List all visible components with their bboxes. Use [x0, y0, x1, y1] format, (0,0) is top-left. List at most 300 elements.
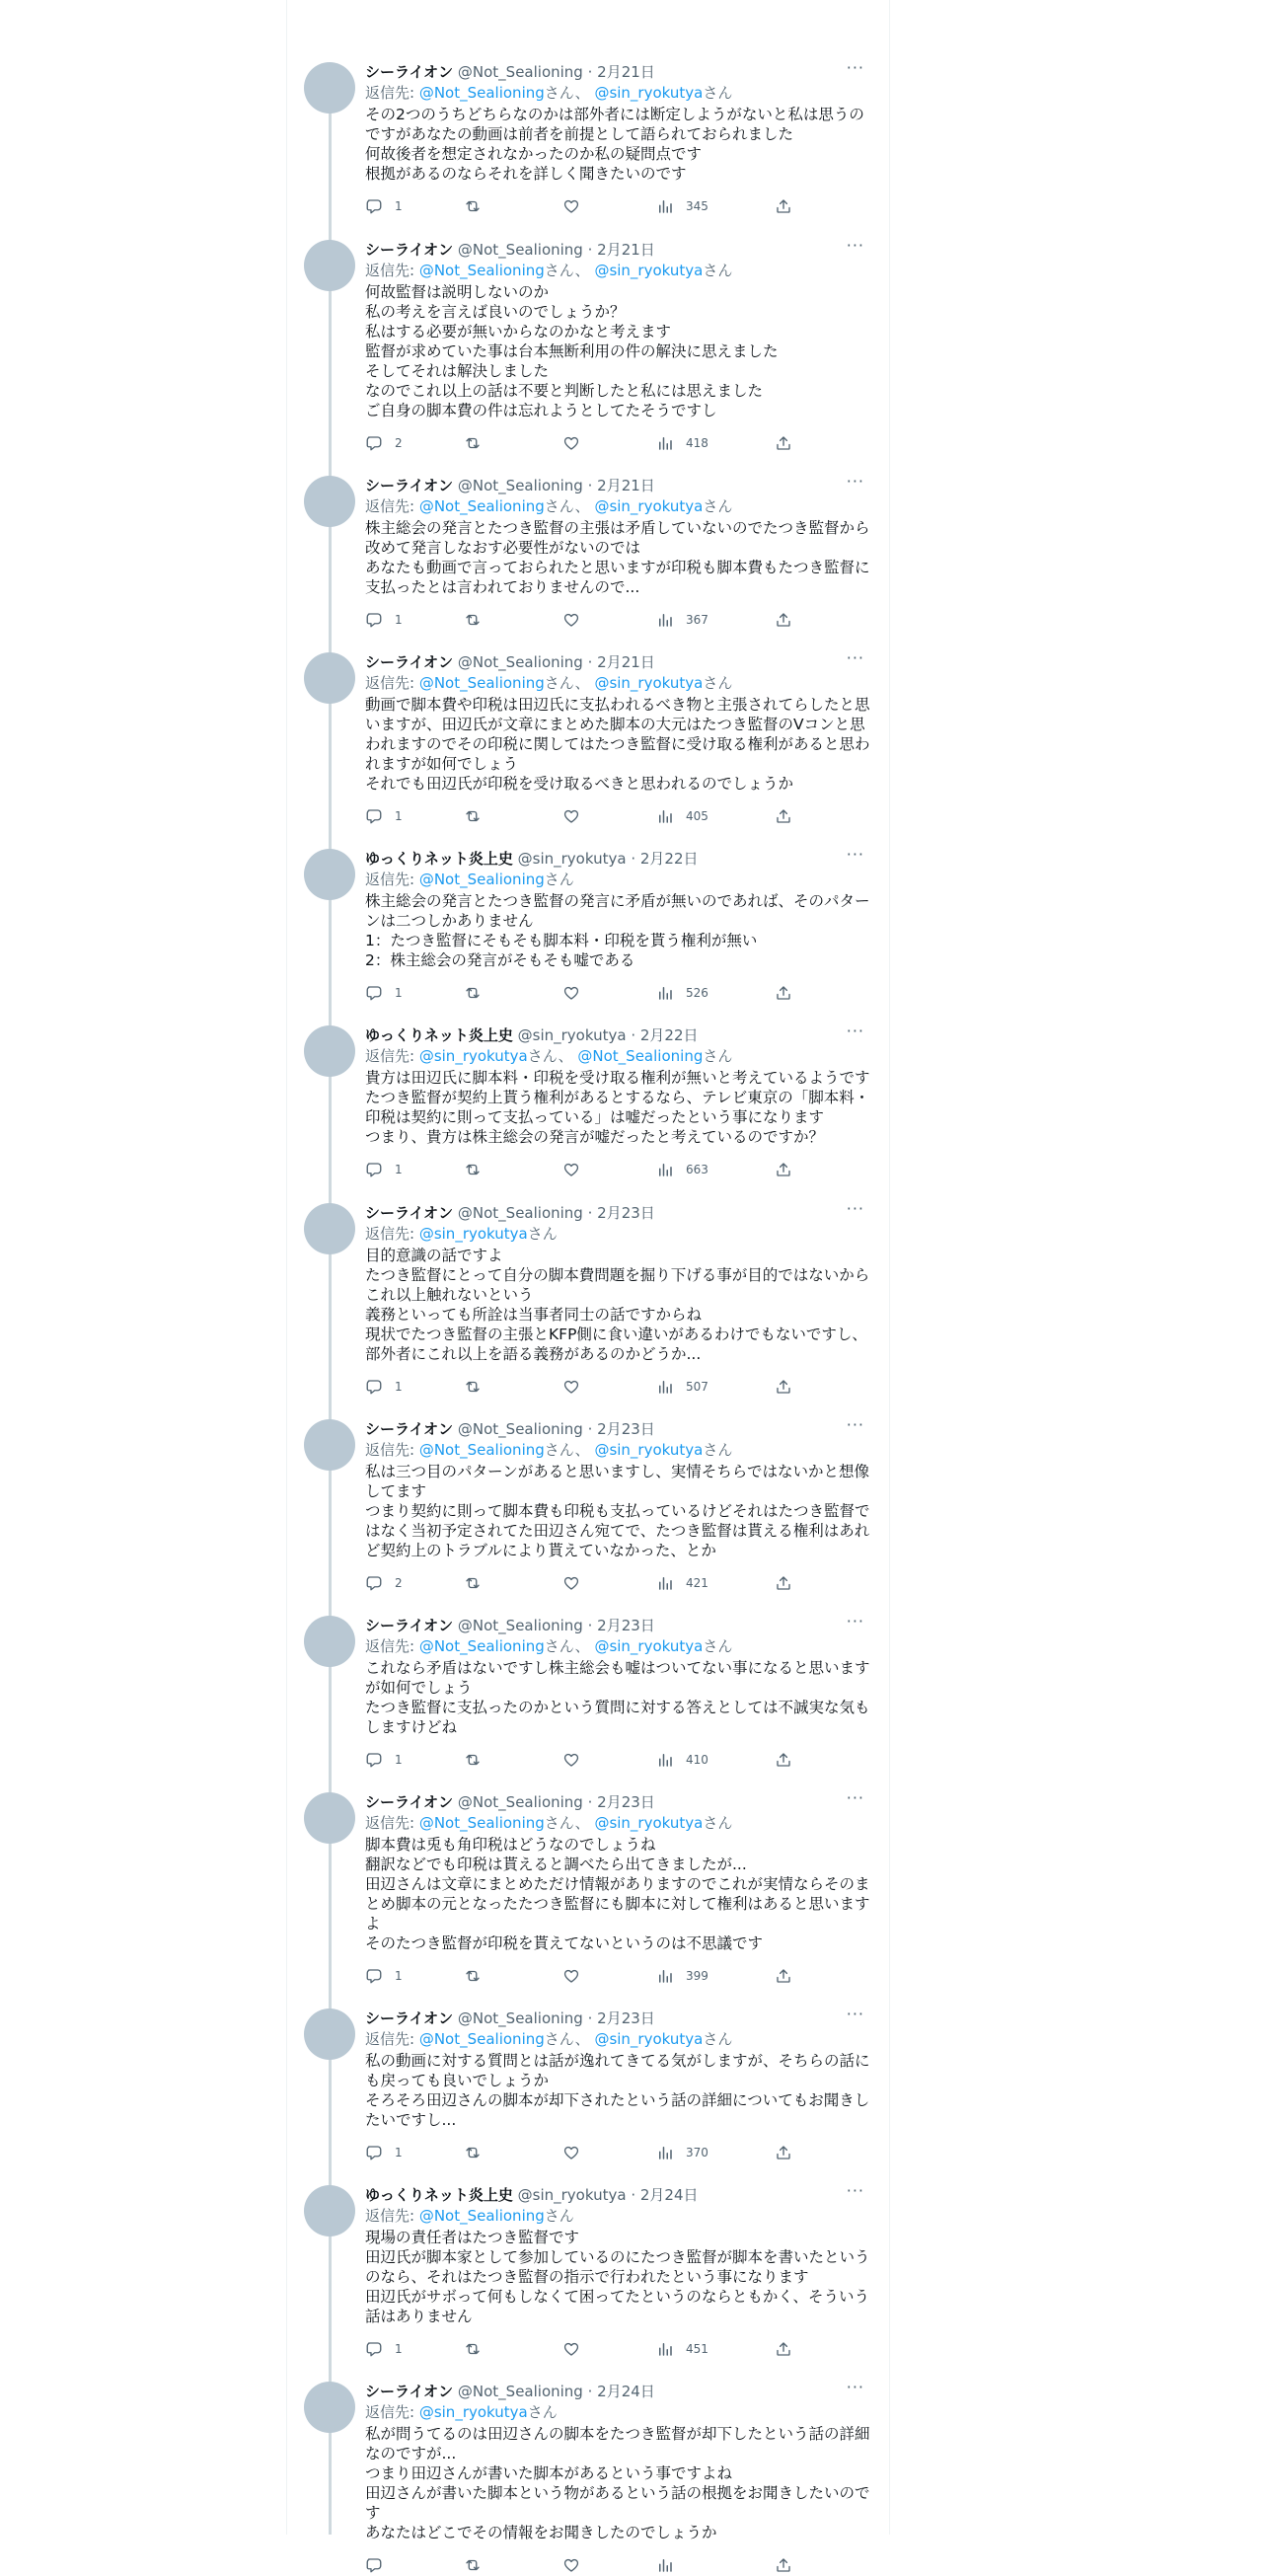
reply-icon [365, 2556, 383, 2574]
share-button[interactable] [775, 805, 792, 827]
tweet-header [365, 1792, 870, 1812]
avatar[interactable] [304, 1616, 355, 1667]
share-button[interactable] [775, 2338, 792, 2360]
mention-link[interactable]: @Not_Sealioning [577, 1047, 704, 1065]
heart-icon [562, 1161, 580, 1178]
share-button[interactable] [775, 1159, 792, 1180]
heart-icon [562, 807, 580, 825]
tweet-actions [365, 1572, 870, 1594]
tweet-body [365, 236, 870, 454]
views-button[interactable] [656, 609, 708, 631]
share-button[interactable] [775, 1376, 792, 1398]
mention-link[interactable]: @sin_ryokutya [594, 1441, 704, 1459]
author-name[interactable]: シーライオン [365, 477, 454, 494]
reply-count: 1 [395, 1380, 403, 1394]
separator-dot: · [587, 653, 593, 671]
heart-icon [562, 1967, 580, 1985]
share-icon [775, 197, 792, 215]
retweet-icon [464, 1161, 482, 1178]
retweet-icon [464, 197, 482, 215]
share-icon [775, 1751, 792, 1769]
retweet-button[interactable] [464, 1749, 482, 1771]
views-button[interactable] [656, 2554, 686, 2576]
tweet-date[interactable]: 2月23日 [597, 1793, 655, 1811]
avatar[interactable] [304, 1203, 355, 1254]
honorific: さん [703, 1814, 733, 1832]
honorific: さん [703, 1047, 733, 1065]
heart-icon [562, 2340, 580, 2358]
reply-count: 1 [395, 613, 403, 627]
reply-count: 1 [395, 2146, 403, 2159]
tweet-actions [365, 432, 870, 454]
reply-button[interactable] [365, 195, 403, 217]
tweet-date[interactable]: 2月21日 [597, 241, 655, 259]
reply-to-line [365, 260, 870, 281]
share-icon [775, 611, 792, 629]
share-icon [775, 434, 792, 452]
share-button[interactable] [775, 609, 792, 631]
share-button[interactable] [775, 195, 792, 217]
honorific: さん [703, 2030, 733, 2048]
more-options-icon[interactable]: ··· [846, 2181, 864, 2200]
reply-icon [365, 434, 383, 452]
mention-link[interactable]: @sin_ryokutya [594, 262, 704, 279]
share-button[interactable] [775, 432, 792, 454]
mention-link[interactable]: @sin_ryokutya [594, 84, 704, 102]
author-handle[interactable]: @sin_ryokutya [517, 1026, 627, 1044]
views-button[interactable] [656, 2142, 708, 2163]
reply-button[interactable] [365, 805, 403, 827]
tweet-header [365, 2382, 870, 2401]
tweet-date[interactable]: 2月21日 [597, 63, 655, 81]
retweet-button[interactable] [464, 1376, 482, 1398]
author-handle[interactable]: @Not_Sealioning [457, 63, 583, 81]
reply-to-label: 返信先: [365, 2030, 419, 2048]
retweet-icon [464, 2556, 482, 2574]
reply-to-line [365, 1045, 870, 1067]
author-name[interactable]: シーライオン [365, 1420, 454, 1438]
view-count: 405 [686, 809, 708, 823]
like-button[interactable] [562, 2142, 580, 2163]
view-count: 345 [686, 199, 708, 213]
reply-count: 1 [395, 199, 403, 213]
mention-link[interactable]: @Not_Sealioning [418, 262, 545, 279]
share-icon [775, 1378, 792, 1396]
more-options-icon[interactable]: ··· [846, 472, 864, 491]
tweet-header [365, 62, 870, 82]
avatar[interactable] [304, 240, 355, 291]
author-handle[interactable]: @sin_ryokutya [517, 2186, 627, 2204]
tweet-text: 私が問うてるのは田辺さんの脚本をたつき監督が却下したという話の詳細なのですが... つまり田辺さんが書いた脚本があるという事ですよね 田辺さんが書いた脚本という物があるという話の根拠をお聞きしたいのです あなたはどこでその情報をお聞きしたのでしょうか [365, 2425, 870, 2541]
more-options-icon[interactable]: ··· [846, 2378, 864, 2396]
mention-link[interactable]: @Not_Sealioning [418, 497, 545, 515]
separator-dot: · [587, 241, 593, 259]
like-button[interactable] [562, 982, 580, 1004]
author-handle[interactable]: @Not_Sealioning [457, 1204, 583, 1222]
retweet-button[interactable] [464, 2338, 482, 2360]
reply-count: 2 [395, 1576, 403, 1590]
mention-link[interactable]: @sin_ryokutya [418, 1225, 528, 1243]
tweet-date[interactable]: 2月22日 [639, 850, 699, 868]
tweet-text: 私の動画に対する質問とは話が逸れてきてる気がしますが、そちらの話にも戻っても良いでしょうか そろそろ田辺さんの脚本が却下されたという話の詳細についてもお聞きしたいですし... [365, 2052, 870, 2129]
reply-button[interactable] [365, 2142, 403, 2163]
author-handle[interactable]: @Not_Sealioning [457, 1617, 583, 1634]
reply-icon [365, 807, 383, 825]
like-button[interactable] [562, 609, 580, 631]
mention-link[interactable]: @Not_Sealioning [418, 871, 545, 888]
reply-to-label: 返信先: [365, 497, 419, 515]
reply-icon [365, 1751, 383, 1769]
author-name[interactable]: シーライオン [365, 2009, 454, 2027]
reply-to-label: 返信先: [365, 1637, 419, 1655]
mention-link[interactable]: @sin_ryokutya [594, 2030, 704, 2048]
author-name[interactable]: シーライオン [365, 653, 454, 671]
retweet-icon [464, 1751, 482, 1769]
retweet-button[interactable] [464, 2142, 482, 2163]
heart-icon [562, 2556, 580, 2574]
honorific: さん [527, 1225, 558, 1243]
reply-to-label: 返信先: [365, 1814, 419, 1832]
reply-to-line [365, 2401, 870, 2423]
tweet-date[interactable]: 2月23日 [597, 2009, 655, 2027]
share-icon [775, 2340, 792, 2358]
separator-dot: · [587, 1793, 593, 1811]
tweet-header [365, 476, 870, 495]
view-count: 399 [686, 1969, 708, 1983]
mention-link[interactable]: @sin_ryokutya [594, 674, 704, 692]
honorific: さん [703, 84, 733, 102]
mention-link[interactable]: @sin_ryokutya [594, 497, 704, 515]
reply-icon [365, 1967, 383, 1985]
avatar[interactable] [304, 2185, 355, 2236]
author-handle[interactable]: @sin_ryokutya [517, 850, 627, 868]
views-button[interactable] [656, 1749, 708, 1771]
tweet-actions [365, 2554, 870, 2576]
author-name[interactable]: シーライオン [365, 1204, 454, 1222]
view-count: 418 [686, 436, 708, 450]
share-icon [775, 2144, 792, 2161]
reply-button[interactable] [365, 2338, 403, 2360]
mention-link[interactable]: @Not_Sealioning [418, 1814, 545, 1832]
like-button[interactable] [562, 2338, 580, 2360]
separator-dot: · [631, 850, 636, 868]
avatar[interactable] [304, 1025, 355, 1077]
views-chart-icon [656, 807, 674, 825]
author-name[interactable]: シーライオン [365, 1793, 454, 1811]
honorific: さん [703, 262, 733, 279]
retweet-button[interactable] [464, 609, 482, 631]
mention-link[interactable]: @sin_ryokutya [594, 1814, 704, 1832]
tweet-date[interactable]: 2月23日 [597, 1204, 655, 1222]
reply-icon [365, 611, 383, 629]
views-button[interactable] [656, 2338, 708, 2360]
mention-link[interactable]: @Not_Sealioning [418, 1441, 545, 1459]
reply-button[interactable] [365, 1965, 403, 1987]
author-handle[interactable]: @Not_Sealioning [457, 2383, 583, 2400]
honorific: さん、 [544, 674, 595, 692]
retweet-icon [464, 1378, 482, 1396]
avatar[interactable] [304, 2382, 355, 2433]
views-button[interactable] [656, 1376, 708, 1398]
separator-dot: · [587, 2383, 593, 2400]
tweet-header [365, 1419, 870, 1439]
avatar[interactable] [304, 849, 355, 900]
reply-to-label: 返信先: [365, 871, 419, 888]
like-button[interactable] [562, 805, 580, 827]
separator-dot: · [587, 1617, 593, 1634]
share-button[interactable] [775, 2554, 792, 2576]
retweet-button[interactable] [464, 2554, 482, 2576]
reply-button[interactable] [365, 1376, 403, 1398]
reply-count: 2 [395, 436, 403, 450]
reply-to-line [365, 2205, 870, 2227]
share-button[interactable] [775, 2142, 792, 2163]
mention-link[interactable]: @Not_Sealioning [418, 1637, 545, 1655]
retweet-icon [464, 2144, 482, 2161]
tweet-date[interactable]: 2月21日 [597, 653, 655, 671]
tweet-body [365, 472, 870, 631]
tweet-text: 目的意識の話ですよ たつき監督にとって自分の脚本費問題を掘り下げる事が目的ではないからこれ以上触れないという 義務といっても所詮は当事者同士の話ですからね 現状でたつき監督の主張とKFP側に食い違いがあるわけでもないですし、部外者にこれ以上を語る義務があるのかどうか... [365, 1247, 870, 1363]
reply-to-label: 返信先: [365, 1225, 419, 1243]
author-handle[interactable]: @Not_Sealioning [457, 653, 583, 671]
view-count: 526 [686, 986, 708, 1000]
author-handle[interactable]: @Not_Sealioning [457, 2009, 583, 2027]
reply-icon [365, 1574, 383, 1592]
more-options-icon[interactable]: ··· [846, 1612, 864, 1630]
tweet-actions [365, 2142, 870, 2163]
avatar[interactable] [304, 652, 355, 704]
tweet-body [365, 2005, 870, 2163]
views-chart-icon [656, 1574, 674, 1592]
mention-link[interactable]: @sin_ryokutya [418, 2403, 528, 2421]
tweet-actions [365, 1965, 870, 1987]
heart-icon [562, 2144, 580, 2161]
like-button[interactable] [562, 1965, 580, 1987]
reply-to-line [365, 82, 870, 104]
tweet-actions [365, 805, 870, 827]
avatar[interactable] [304, 476, 355, 527]
reply-icon [365, 1161, 383, 1178]
like-button[interactable] [562, 195, 580, 217]
retweet-button[interactable] [464, 982, 482, 1004]
retweet-icon [464, 807, 482, 825]
retweet-button[interactable] [464, 195, 482, 217]
author-handle[interactable]: @Not_Sealioning [457, 1793, 583, 1811]
reply-button[interactable] [365, 1572, 403, 1594]
tweet-text: これなら矛盾はないですし株主総会も嘘はついてない事になると思いますが如何でしょう たつき監督に支払ったのかという質問に対する答えとしては不誠実な気もしますけどね [365, 1659, 870, 1736]
reply-to-line [365, 1635, 870, 1657]
reply-button[interactable] [365, 609, 403, 631]
heart-icon [562, 984, 580, 1002]
honorific: さん [703, 1637, 733, 1655]
more-options-icon[interactable]: ··· [846, 1199, 864, 1218]
separator-dot: · [631, 1026, 636, 1044]
views-chart-icon [656, 1378, 674, 1396]
heart-icon [562, 1378, 580, 1396]
reply-icon [365, 2340, 383, 2358]
mention-link[interactable]: @Not_Sealioning [418, 674, 545, 692]
mention-link[interactable]: @sin_ryokutya [418, 1047, 528, 1065]
tweet-date[interactable]: 2月24日 [597, 2383, 655, 2400]
reply-count: 1 [395, 2342, 403, 2356]
tweet-header [365, 849, 870, 869]
reply-to-line [365, 869, 870, 890]
tweet-text: 貴方は田辺氏に脚本料・印税を受け取る権利が無いと考えているようですたつき監督が契約上貰う権利があるとするなら、テレビ東京の「脚本料・印税は契約に則って支払っている」は嘘だったという事になります つまり、貴方は株主総会の発言が嘘だったと考えているのですか？ [365, 1069, 870, 1146]
retweet-button[interactable] [464, 1159, 482, 1180]
retweet-button[interactable] [464, 432, 482, 454]
share-button[interactable] [775, 1965, 792, 1987]
tweet-header [365, 240, 870, 260]
retweet-button[interactable] [464, 1572, 482, 1594]
tweet-body [365, 2181, 870, 2360]
honorific: さん [544, 2207, 574, 2225]
tweet-header [365, 652, 870, 672]
author-name[interactable]: シーライオン [365, 63, 454, 81]
retweet-icon [464, 1967, 482, 1985]
share-button[interactable] [775, 1572, 792, 1594]
reply-count: 1 [395, 809, 403, 823]
like-button[interactable] [562, 2554, 580, 2576]
views-button[interactable] [656, 1965, 708, 1987]
tweet-body [365, 1415, 870, 1594]
author-name[interactable]: シーライオン [365, 1617, 454, 1634]
tweet-text: 株主総会の発言とたつき監督の主張は矛盾していないのでたつき監督から改めて発言しなおす必要性がないのでは あなたも動画で言っておられたと思いますが印税も脚本費もたつき監督に支払ったとは言われておりませんので... [365, 519, 870, 596]
like-button[interactable] [562, 1159, 580, 1180]
reply-button[interactable] [365, 432, 403, 454]
retweet-icon [464, 2340, 482, 2358]
more-options-icon[interactable]: ··· [846, 845, 864, 864]
author-handle[interactable]: @Not_Sealioning [457, 1420, 583, 1438]
views-chart-icon [656, 984, 674, 1002]
views-chart-icon [656, 611, 674, 629]
like-button[interactable] [562, 1572, 580, 1594]
like-button[interactable] [562, 1376, 580, 1398]
tweet-text: 株主総会の発言とたつき監督の発言に矛盾が無いのであれば、そのパターンは二つしかありません 1：たつき監督にそもそも脚本料・印税を貰う権利が無い 2：株主総会の発言がそもそも嘘である [365, 892, 870, 969]
views-chart-icon [656, 197, 674, 215]
views-chart-icon [656, 2556, 674, 2574]
more-options-icon[interactable]: ··· [846, 1415, 864, 1434]
reply-button[interactable] [365, 982, 403, 1004]
avatar[interactable] [304, 1792, 355, 1844]
author-handle[interactable]: @Not_Sealioning [457, 241, 583, 259]
reply-button[interactable] [365, 2554, 395, 2576]
tweet-date[interactable]: 2月24日 [639, 2186, 699, 2204]
tweet-text: 動画で脚本費や印税は田辺氏に支払われるべき物と主張されてらしたと思いますが、田辺氏が文章にまとめた脚本の大元はたつき監督のVコンと思われますのでその印税に関してはたつき監督に受け取る権利があると思われますが如何でしょう それでも田辺氏が印税を受け取るべきと思われるのでしょうか [365, 696, 870, 793]
author-name[interactable]: ゆっくりネット炎上史 [365, 1026, 513, 1044]
tweet-body [365, 1022, 870, 1180]
more-options-icon[interactable]: ··· [846, 1022, 864, 1040]
more-options-icon[interactable]: ··· [846, 648, 864, 667]
heart-icon [562, 197, 580, 215]
tweet-date[interactable]: 2月22日 [639, 1026, 699, 1044]
author-name[interactable]: ゆっくりネット炎上史 [365, 2186, 513, 2204]
tweet-actions [365, 1749, 870, 1771]
honorific: さん [703, 1441, 733, 1459]
tweet-text: 現場の責任者はたつき監督です 田辺氏が脚本家として参加しているのにたつき監督が脚本を書いたというのなら、それはたつき監督の指示で行われたという事になります 田辺氏がサボって何もしなくて困ってたというのならともかく、そういう話はありません [365, 2229, 870, 2325]
retweet-button[interactable] [464, 1965, 482, 1987]
reply-count: 1 [395, 1163, 403, 1176]
view-count: 663 [686, 1163, 708, 1176]
tweet-actions [365, 1376, 870, 1398]
author-name[interactable]: シーライオン [365, 2383, 454, 2400]
mention-link[interactable]: @sin_ryokutya [594, 1637, 704, 1655]
heart-icon [562, 1574, 580, 1592]
more-options-icon[interactable]: ··· [846, 2005, 864, 2023]
honorific: さん、 [544, 262, 595, 279]
mention-link[interactable]: @Not_Sealioning [418, 2030, 545, 2048]
avatar[interactable] [304, 1419, 355, 1471]
views-chart-icon [656, 1161, 674, 1178]
views-button[interactable] [656, 982, 708, 1004]
share-button[interactable] [775, 982, 792, 1004]
tweet-text: 脚本費は兎も角印税はどうなのでしょうね 翻訳などでも印税は貰えると調べたら出てきましたが... 田辺さんは文章にまとめただけ情報がありますのでこれが実情ならそのまとめ脚本の元となったたつき監督にも脚本に対して権利はあると思いますよ そのたつき監督が印税を貰えてないというのは不思議です [365, 1836, 870, 1952]
reply-to-line [365, 672, 870, 694]
like-button[interactable] [562, 1749, 580, 1771]
views-chart-icon [656, 2144, 674, 2161]
avatar[interactable] [304, 2008, 355, 2060]
more-options-icon[interactable]: ··· [846, 236, 864, 255]
retweet-button[interactable] [464, 805, 482, 827]
share-icon [775, 1574, 792, 1592]
views-button[interactable] [656, 1572, 708, 1594]
reply-to-line [365, 1223, 870, 1245]
more-options-icon[interactable]: ··· [846, 58, 864, 77]
like-button[interactable] [562, 432, 580, 454]
view-count: 451 [686, 2342, 708, 2356]
reply-icon [365, 1378, 383, 1396]
reply-icon [365, 197, 383, 215]
share-icon [775, 1967, 792, 1985]
views-chart-icon [656, 434, 674, 452]
share-icon [775, 984, 792, 1002]
share-button[interactable] [775, 1749, 792, 1771]
reply-button[interactable] [365, 1159, 403, 1180]
reply-to-line [365, 1439, 870, 1461]
author-handle[interactable]: @Not_Sealioning [457, 477, 583, 494]
author-name[interactable]: ゆっくりネット炎上史 [365, 850, 513, 868]
avatar[interactable] [304, 62, 355, 114]
honorific: さん [703, 674, 733, 692]
honorific: さん、 [544, 1814, 595, 1832]
separator-dot: · [587, 1204, 593, 1222]
author-name[interactable]: シーライオン [365, 241, 454, 259]
tweet-date[interactable]: 2月23日 [597, 1420, 655, 1438]
tweet-date[interactable]: 2月23日 [597, 1617, 655, 1634]
tweet-body [365, 1788, 870, 1987]
tweet-body [365, 1612, 870, 1771]
reply-to-label: 返信先: [365, 2403, 419, 2421]
views-button[interactable] [656, 432, 708, 454]
reply-button[interactable] [365, 1749, 403, 1771]
honorific: さん [703, 497, 733, 515]
mention-link[interactable]: @Not_Sealioning [418, 2207, 545, 2225]
tweet-text: その2つのうちどちらなのかは部外者には断定しようがないと私は思うのですがあなたの動画は前者を前提として語られておられました 何故後者を想定されなかったのか私の疑問点です 根拠があるのならそれを詳しく聞きたいのです [365, 106, 864, 183]
views-button[interactable] [656, 805, 708, 827]
views-button[interactable] [656, 1159, 708, 1180]
views-button[interactable] [656, 195, 708, 217]
retweet-icon [464, 1574, 482, 1592]
views-chart-icon [656, 1751, 674, 1769]
more-options-icon[interactable]: ··· [846, 1788, 864, 1807]
heart-icon [562, 434, 580, 452]
tweet-date[interactable]: 2月21日 [597, 477, 655, 494]
separator-dot: · [587, 477, 593, 494]
share-icon [775, 2556, 792, 2574]
mention-link[interactable]: @Not_Sealioning [418, 84, 545, 102]
reply-to-line [365, 495, 870, 517]
tweet-actions [365, 1159, 870, 1180]
reply-to-label: 返信先: [365, 1047, 419, 1065]
